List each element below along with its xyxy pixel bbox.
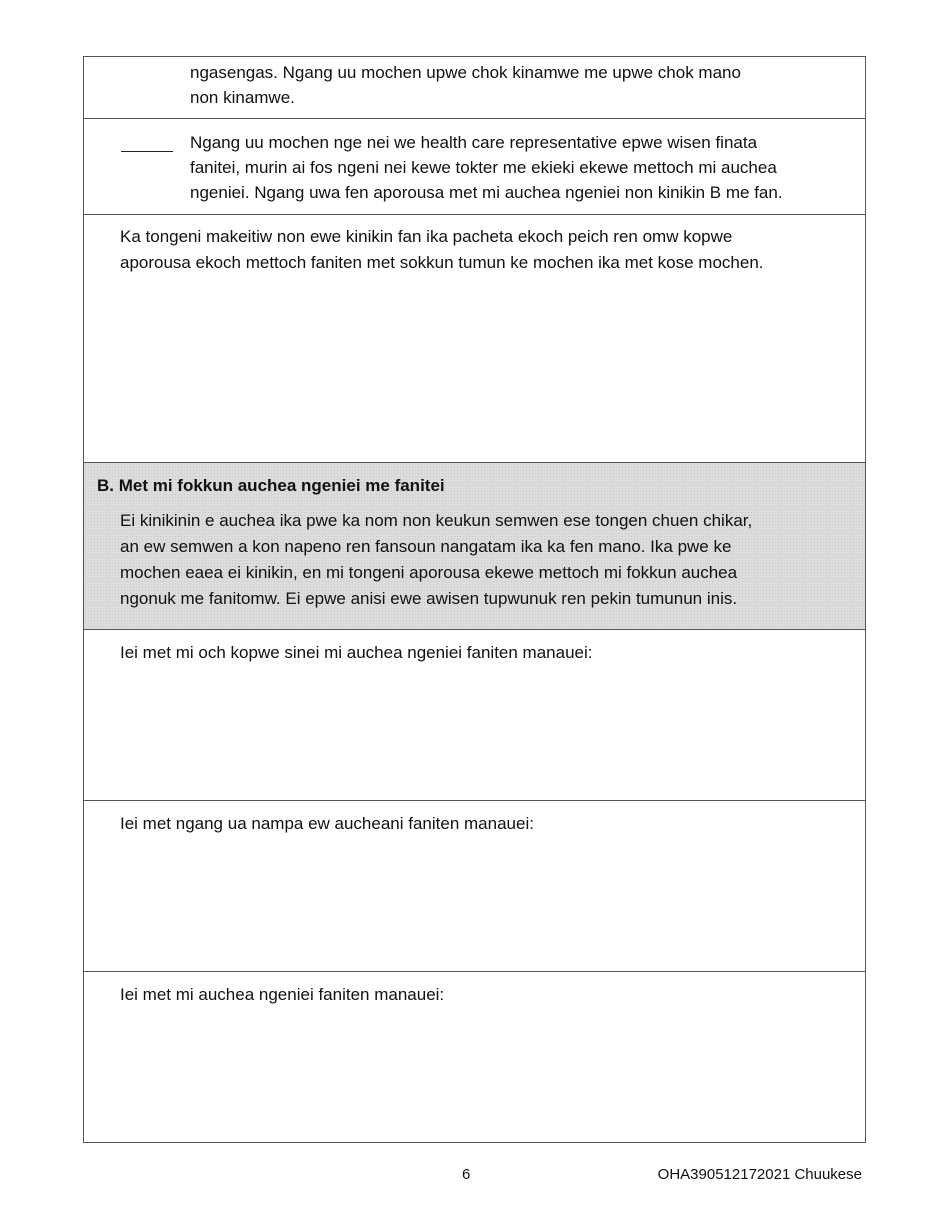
- continuation-text: ngasengas. Ngang uu mochen upwe chok kinamwe me upwe chok mano non kinamwe.: [190, 63, 741, 107]
- instructions-text: Ka tongeni makeitiw non ewe kinikin fan ika pacheta ekoch peich ren omw kopwe aporousa ekoch mettoch faniten met sokkun tumun ke mochen ika met kose mochen.: [120, 227, 764, 272]
- health-rep-option-row: [84, 119, 865, 215]
- field-3-label: Iei met mi auchea ngeniei faniten manauei:: [120, 985, 445, 1004]
- field-row-1[interactable]: [84, 630, 865, 801]
- section-b-description: Ei kinikinin e auchea ika pwe ka nom non keukun semwen ese tongen chuen chikar, an ew semwen a kon napeno ren fansoun nangatam ika ka fen mano. Ika pwe ke mochen eaea ei kinikin, en mi tongeni aporousa ekewe mettoch mi fokkun auchea ngonuk me fanitomw. Ei epwe anisi ewe awisen tupwunuk ren pekin tumunun inis.: [120, 511, 753, 608]
- field-1-label: Iei met mi och kopwe sinei mi auchea ngeniei faniten manauei:: [120, 643, 593, 662]
- field-2-label: Iei met ngang ua nampa ew aucheani faniten manauei:: [120, 814, 534, 833]
- section-b-header: [84, 463, 865, 630]
- instructions-row[interactable]: [84, 215, 865, 463]
- form-table: [83, 56, 866, 1143]
- continuation-row: [84, 57, 865, 119]
- section-b-title: B. Met mi fokkun auchea ngeniei me fanitei: [97, 476, 445, 495]
- form-code: OHA390512172021 Chuukese: [657, 1166, 862, 1183]
- initial-blank-field[interactable]: [121, 151, 173, 152]
- page-number: 6: [462, 1166, 471, 1183]
- field-row-2[interactable]: [84, 801, 865, 972]
- health-rep-option-text: Ngang uu mochen nge nei we health care representative epwe wisen finata fanitei, murin ai fos ngeni nei kewe tokter me ekieki ekewe mettoch mi auchea ngeniei. Ngang uwa fen aporousa met mi auchea ngeniei non kinikin B me fan.: [190, 133, 783, 202]
- field-row-3[interactable]: [84, 972, 865, 1142]
